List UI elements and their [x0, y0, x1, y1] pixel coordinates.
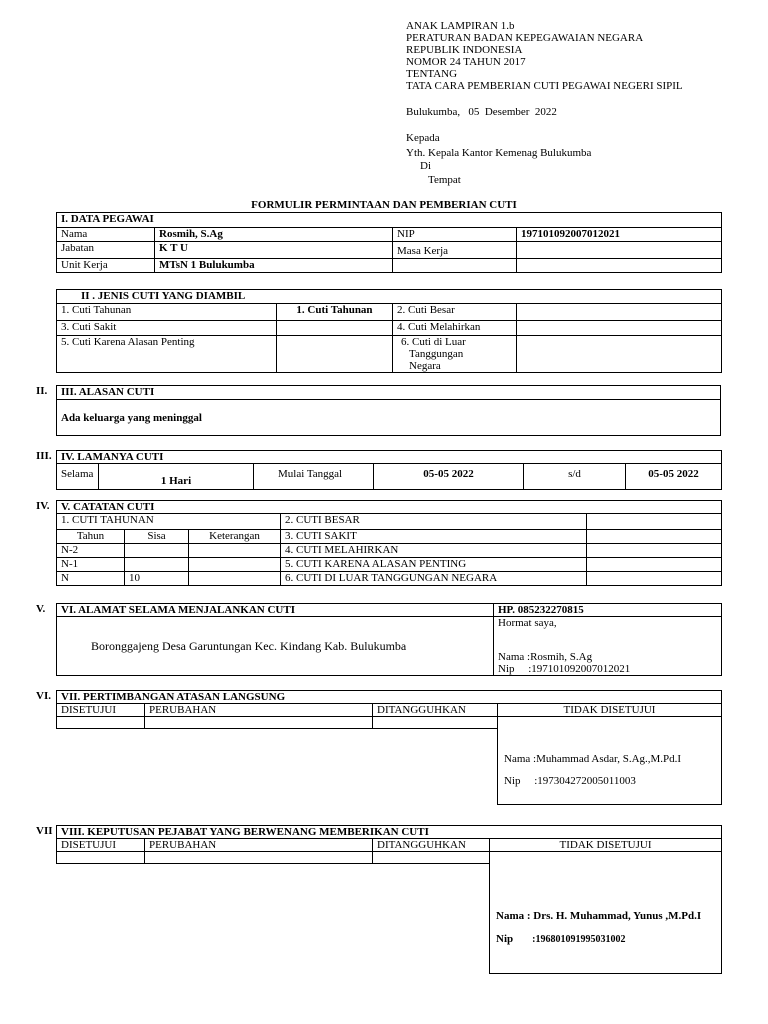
- catatan-cuti-tahunan: 1. CUTI TAHUNAN: [57, 514, 281, 530]
- header-line-2: PERATURAN BADAN KEPEGAWAIAN NEGARA: [406, 32, 644, 44]
- section-7-title: VII. PERTIMBANGAN ATASAN LANGSUNG: [57, 691, 722, 704]
- table-row: N-1 5. CUTI KARENA ALASAN PENTING: [57, 558, 722, 572]
- tempat-label: Tempat: [428, 174, 461, 186]
- keterangan-header: Keterangan: [189, 530, 281, 544]
- section-2-title: II . JENIS CUTI YANG DIAMBIL: [57, 290, 722, 304]
- section-5-title: V. CATATAN CUTI: [57, 501, 722, 514]
- sd-label: s/d: [524, 464, 626, 490]
- roman-7: VII: [36, 825, 53, 837]
- roman-6: VI.: [36, 690, 51, 702]
- tahun-header: Tahun: [57, 530, 125, 544]
- unit-kerja-label: Unit Kerja: [57, 259, 155, 273]
- alamat-value: Boronggajeng Desa Garuntungan Kec. Kindang Kab. Bulukumba: [57, 617, 494, 676]
- catatan-cuti-table: [56, 500, 722, 586]
- atasan-tidak-disetujui: TIDAK DISETUJUI: [498, 704, 722, 717]
- table-row: N 10 6. CUTI DI LUAR TANGGUNGAN NEGARA: [57, 572, 722, 586]
- cuti-melahirkan-option: 4. Cuti Melahirkan: [393, 321, 517, 336]
- roman-4: IV.: [36, 500, 50, 512]
- roman-3: III.: [36, 450, 52, 462]
- masa-kerja-label: Masa Kerja: [393, 242, 517, 259]
- roman-5: V.: [36, 603, 46, 615]
- unit-kerja-value: MTsN 1 Bulukumba: [155, 259, 393, 273]
- jabatan-value: K T U: [155, 242, 393, 259]
- cuti-sakit-option: 3. Cuti Sakit: [57, 321, 277, 336]
- pejabat-tidak-disetujui: TIDAK DISETUJUI: [490, 839, 722, 852]
- di-label: Di: [420, 160, 431, 172]
- header-line-4: NOMOR 24 TAHUN 2017: [406, 56, 526, 68]
- form-title: FORMULIR PERMINTAAN DAN PEMBERIAN CUTI: [251, 199, 517, 211]
- section-6-title: VI. ALAMAT SELAMA MENJALANKAN CUTI: [57, 604, 494, 617]
- header-line-1: ANAK LAMPIRAN 1.b: [406, 20, 515, 32]
- pejabat-nip-label: Nip: [496, 933, 514, 945]
- pemohon-nama: Nama :Rosmih, S.Ag: [498, 651, 593, 663]
- cuti-tahunan-option: 1. Cuti Tahunan: [57, 304, 277, 321]
- pejabat-nip-value: :196801091995031002: [532, 934, 626, 945]
- jenis-cuti-table: [56, 289, 722, 373]
- place-date: Bulukumba, 05 Desember 2022: [406, 106, 557, 118]
- sisa-header: Sisa: [125, 530, 189, 544]
- atasan-ditangguhkan: DITANGGUHKAN: [373, 704, 498, 717]
- pejabat-signature-block: [490, 852, 722, 974]
- cuti-tahunan-mark: 1. Cuti Tahunan: [277, 304, 393, 321]
- mulai-tanggal-label: Mulai Tanggal: [254, 464, 374, 490]
- mulai-tanggal-value: 05-05 2022: [374, 464, 524, 490]
- hp-value: HP. 085232270815: [494, 604, 722, 617]
- pejabat-perubahan: PERUBAHAN: [145, 839, 373, 852]
- keputusan-pejabat-table: [56, 825, 722, 974]
- masa-kerja-value: [517, 242, 722, 259]
- selama-value: 1 Hari: [99, 464, 254, 490]
- catatan-cuti-alasan-penting: 5. CUTI KARENA ALASAN PENTING: [281, 558, 587, 572]
- nip-value: 197101092007012021: [517, 228, 722, 242]
- atasan-perubahan: PERUBAHAN: [145, 704, 373, 717]
- kepada: Kepada: [406, 132, 440, 144]
- lamanya-cuti-table: [56, 450, 722, 490]
- atasan-disetujui: DISETUJUI: [57, 704, 145, 717]
- sampai-tanggal-value: 05-05 2022: [626, 464, 722, 490]
- pejabat-nama: Nama : Drs. H. Muhammad, Yunus ,M.Pd.I: [496, 910, 702, 922]
- catatan-cuti-sakit: 3. CUTI SAKIT: [281, 530, 587, 544]
- catatan-cuti-melahirkan: 4. CUTI MELAHIRKAN: [281, 544, 587, 558]
- addressee: Yth. Kepala Kantor Kemenag Bulukumba: [406, 147, 592, 159]
- header-line-6: TATA CARA PEMBERIAN CUTI PEGAWAI NEGERI SIPIL: [406, 80, 683, 92]
- selama-label: Selama: [57, 464, 99, 490]
- data-pegawai-table: [56, 212, 722, 273]
- nama-label: Nama: [57, 228, 155, 242]
- cuti-luar-tanggungan-option: 6. Cuti di Luar Tanggungan Negara: [393, 336, 517, 373]
- nama-value: Rosmih, S.Ag: [155, 228, 393, 242]
- pemohon-nip: Nip :197101092007012021: [498, 663, 631, 675]
- atasan-nama: Nama :Muhammad Asdar, S.Ag.,M.Pd.I: [504, 753, 682, 765]
- section-8-title: VIII. KEPUTUSAN PEJABAT YANG BERWENANG MEMBERIKAN CUTI: [57, 826, 722, 839]
- alasan-value: Ada keluarga yang meninggal: [57, 400, 721, 436]
- table-row: N-2 4. CUTI MELAHIRKAN: [57, 544, 722, 558]
- pejabat-ditangguhkan: DITANGGUHKAN: [373, 839, 490, 852]
- pertimbangan-atasan-table: [56, 690, 722, 805]
- section-1-title: I. DATA PEGAWAI: [57, 213, 722, 228]
- cuti-alasan-penting-option: 5. Cuti Karena Alasan Penting: [57, 336, 277, 373]
- catatan-cuti-besar: 2. CUTI BESAR: [281, 514, 587, 530]
- header-line-3: REPUBLIK INDONESIA: [406, 44, 523, 56]
- alamat-table: [56, 603, 722, 676]
- pejabat-disetujui: DISETUJUI: [57, 839, 145, 852]
- nip-label: NIP: [393, 228, 517, 242]
- section-4-title: IV. LAMANYA CUTI: [57, 451, 722, 464]
- cuti-besar-option: 2. Cuti Besar: [393, 304, 517, 321]
- section-3-title: III. ALASAN CUTI: [57, 386, 721, 400]
- atasan-signature-block: [498, 717, 722, 805]
- pemohon-signature-block: [494, 617, 722, 676]
- header-line-5: TENTANG: [406, 68, 458, 80]
- roman-2: II.: [36, 385, 48, 397]
- hormat-saya: Hormat saya,: [498, 617, 557, 629]
- atasan-nip: Nip :197304272005011003: [504, 775, 636, 787]
- jabatan-label: Jabatan: [57, 242, 155, 259]
- alasan-cuti-table: [56, 385, 721, 436]
- catatan-cuti-luar-tanggungan: 6. CUTI DI LUAR TANGGUNGAN NEGARA: [281, 572, 587, 586]
